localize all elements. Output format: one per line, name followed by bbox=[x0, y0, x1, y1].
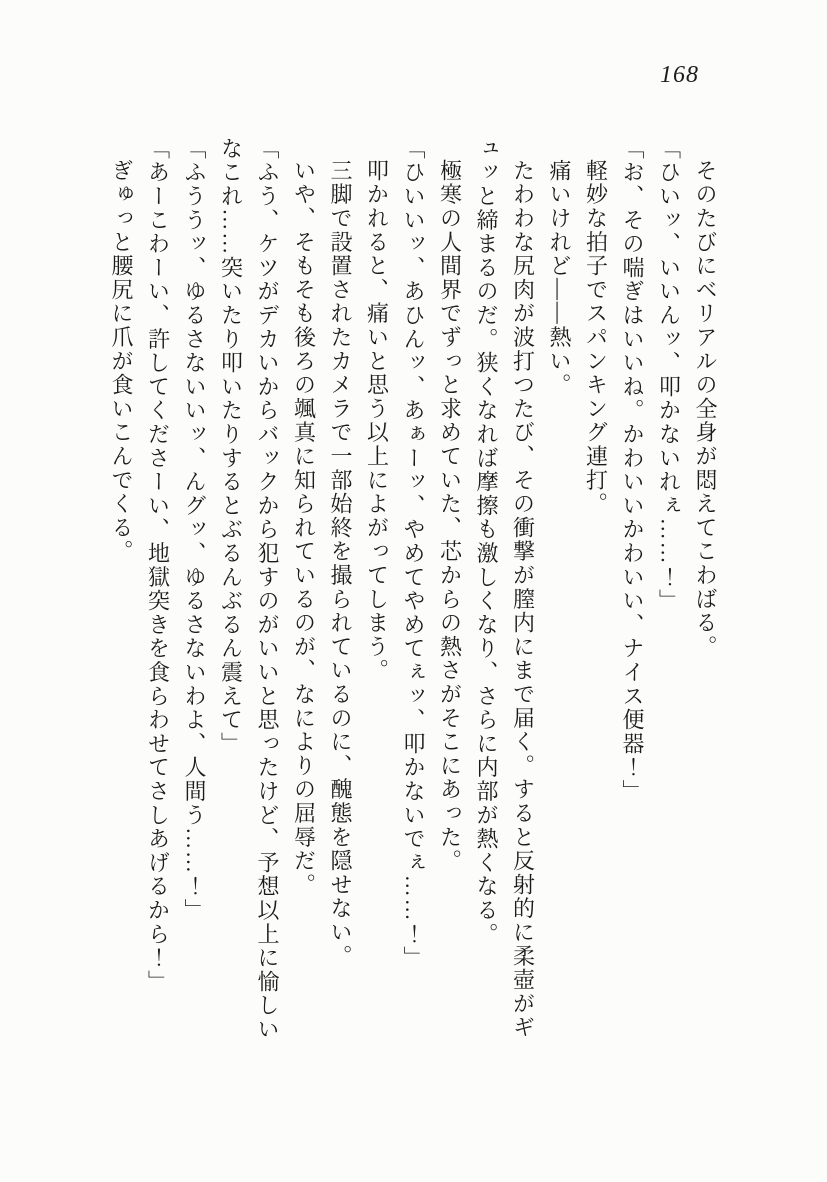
paragraph: 「ひいいッ、あひんッ、あぁーッ、やめてやめてぇッ、叩かないでぇ……！」 bbox=[401, 137, 426, 970]
paragraph: 叩かれると、痛いと思う以上によがってしまう。 bbox=[364, 159, 390, 683]
paragraph: 軽妙な拍子でスパンキング連打。 bbox=[583, 159, 609, 516]
paragraph: そのたびにベリアルの全身が悶えてこわばる。 bbox=[693, 159, 718, 659]
paragraph: 「ふう、ケツがデカいからバックから犯すのがいいと思ったけど、予想以上に愉しいなこれ……突いたり叩いたりするとぶるんぶるん震えて」 bbox=[218, 137, 280, 1042]
paragraph: 「ひいッ、いいんッ、叩かないれぇ……！」 bbox=[656, 137, 682, 613]
paragraph: いや、そもそも後ろの颯真に知られているのが、なによりの屈辱だ。 bbox=[291, 159, 317, 897]
vertical-text-block bbox=[103, 137, 724, 1043]
page-number: 168 bbox=[660, 62, 699, 88]
paragraph: 「あーこわーい、許してくださーい、地獄突きを食らわせてさしあげるから！」 bbox=[145, 137, 171, 994]
paragraph: ぎゅっと腰尻に爪が食いこんでくる。 bbox=[109, 159, 134, 564]
paragraph: 三脚で設置されたカメラで一部始終を撮られているのに、醜態を隠せない。 bbox=[328, 159, 353, 969]
paragraph: たわわな尻肉が波打つたび、その衝撃が膣内にまで届く。すると反射的に柔壺がギュッと締まるのだ。狭くなれば摩擦も激しくなり、さらに内部が熱くなる。 bbox=[474, 137, 536, 1040]
paragraph: 「ふううッ、ゆるさないいッ、んグッ、ゆるさないわよ、人間う……！」 bbox=[182, 137, 207, 923]
paragraph: 極寒の人間界でずっと求めていた、芯からの熱さがそこにあった。 bbox=[437, 159, 463, 873]
paragraph: 痛いけれど――熱い。 bbox=[547, 159, 572, 397]
paragraph: 「お、その喘ぎはいいね。かわいいかわいい、ナイス便器！」 bbox=[620, 137, 645, 804]
